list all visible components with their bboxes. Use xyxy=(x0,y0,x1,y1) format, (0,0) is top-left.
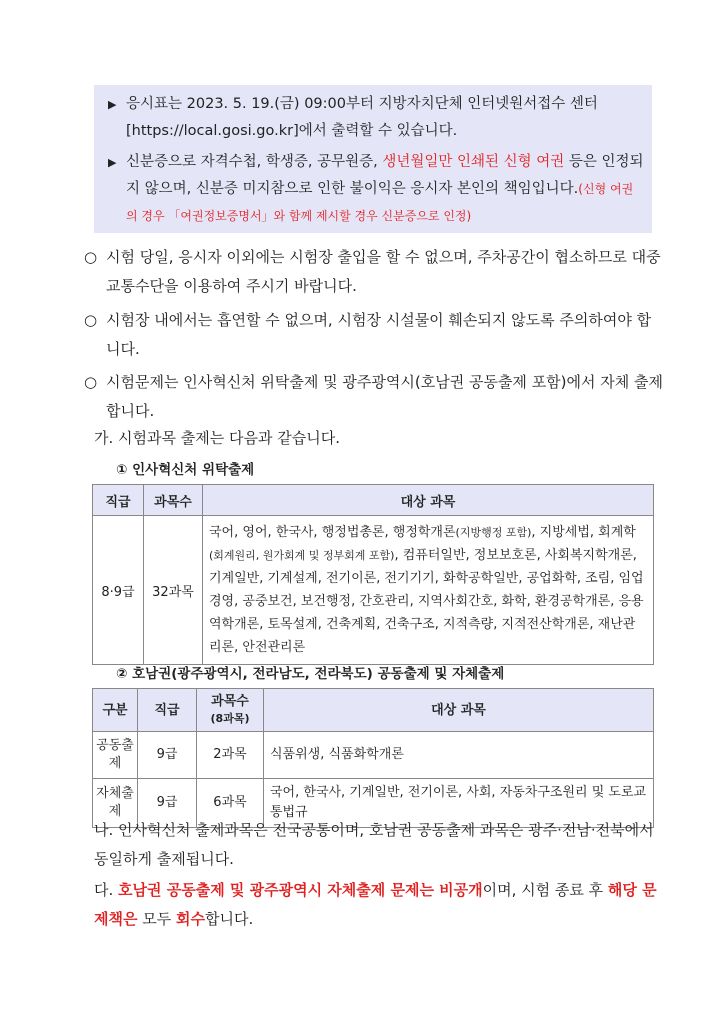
subjects-cell: 국어, 한국사, 기계일반, 전기이론, 사회, 자동차구조원리 및 도로교통법규 xyxy=(264,779,654,828)
sub-item-na: 나. 인사혁신처 출제과목은 전국공통이며, 호남권 공동출제 과목은 광주·전남·전북에서 동일하게 출제됩니다. xyxy=(94,821,654,868)
count-cell: 2과목 xyxy=(197,732,264,779)
paragraph-smoking: ○ 시험장 내에서는 흡연할 수 없으며, 시험장 시설물이 훼손되지 않도록 주의하여야 합니다. xyxy=(84,306,664,364)
circle-bullet-icon: ○ xyxy=(84,373,98,391)
sub-item-da: 다. 호남권 공동출제 및 광주광역시 자체출제 문제는 비공개이며, 시험 종료 후 해당 문제책은 모두 회수합니다. xyxy=(94,881,657,928)
type-cell: 자체출제 xyxy=(93,779,138,828)
subjects-cell: 식품위생, 식품화학개론 xyxy=(264,732,654,779)
subjects-table-1 xyxy=(92,484,654,665)
header-grade: 직급 xyxy=(93,485,144,516)
count-cell: 32과목 xyxy=(144,516,203,665)
paragraph-exam-questions: ○ 시험문제는 인사혁신처 위탁출제 및 광주광역시(호남권 공동출제 포함)에서 자체 출제합니다. xyxy=(84,368,664,426)
header-count: 과목수 xyxy=(144,485,203,516)
subjects-table-2 xyxy=(92,688,654,828)
grade-cell: 9급 xyxy=(138,732,197,779)
circle-bullet-icon: ○ xyxy=(84,248,98,266)
header-subjects: 대상 과목 xyxy=(264,689,654,732)
notice-item-id: ▶ 신분증으로 자격수첩, 학생증, 공무원증, 생년월일만 인쇄된 신형 여권 등은 인정되지 않으며, 신분증 미지참으로 인한 불이익은 응시자 본인의 책임입니다.(신형 여권의 경우 「여권정보증명서」와 함께 제시할 경우 신분증으로 인정) xyxy=(108,149,644,230)
section-title-1: ① 인사혁신처 위탁출제 xyxy=(116,462,255,478)
grade-cell: 8·9급 xyxy=(93,516,144,665)
header-count: 과목수 (8과목) xyxy=(197,689,264,732)
table-row xyxy=(93,732,654,779)
subjects-cell: 국어, 영어, 한국사, 행정법총론, 행정학개론(지방행정 포함), 지방세법, 회계학(회계원리, 원가회계 및 정부회계 포함), 컴퓨터일반, 정보보호론, 사회복지학개론, 기계일반, 기계설계, 전기이론, 전기기기, 화학공학일반, 공업화학, 조림, 임업경영, 공중보건, 보건행정, 간호관리, 지역사회간호, 화학, 환경공학개론, 응용역학개론, 토목설계, 건축계획, 건축구조, 지적측량, 지적전산학개론, 재난관리론, 안전관리론 xyxy=(203,516,654,665)
sub-item-ga: 가. 시험과목 출제는 다음과 같습니다. xyxy=(94,429,340,447)
notice-box xyxy=(94,85,652,233)
triangle-bullet-icon: ▶ xyxy=(108,156,117,169)
count-cell: 6과목 xyxy=(197,779,264,828)
header-subjects: 대상 과목 xyxy=(203,485,654,516)
paragraph-entry: ○ 시험 당일, 응시자 이외에는 시험장 출입을 할 수 없으며, 주차공간이 협소하므로 대중교통수단을 이용하여 주시기 바랍니다. xyxy=(84,243,664,301)
circle-bullet-icon: ○ xyxy=(84,311,98,329)
type-cell: 공동출제 xyxy=(93,732,138,779)
table-row xyxy=(93,516,654,665)
notice-item-ticket: ▶ 응시표는 2023. 5. 19.(금) 09:00부터 지방자치단체 인터넷원서접수 센터[https://local.gosi.go.kr]에서 출력할 수 있습니다. xyxy=(108,91,644,145)
triangle-bullet-icon: ▶ xyxy=(108,98,117,111)
grade-cell: 9급 xyxy=(138,779,197,828)
header-grade: 직급 xyxy=(138,689,197,732)
section-title-2: ② 호남권(광주광역시, 전라남도, 전라북도) 공동출제 및 자체출제 xyxy=(116,666,505,682)
header-type: 구분 xyxy=(93,689,138,732)
